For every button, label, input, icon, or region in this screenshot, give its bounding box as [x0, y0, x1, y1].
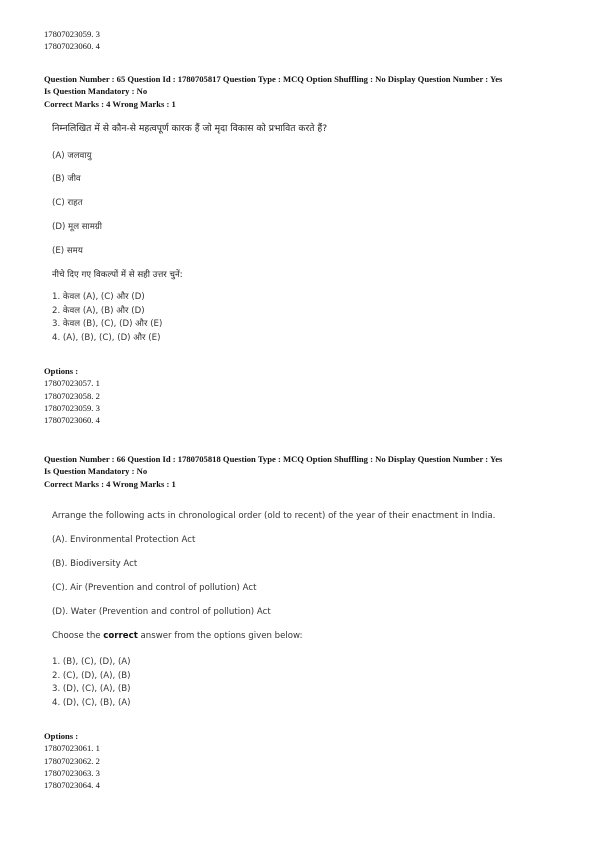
q65-item-b: (B) जीव [52, 174, 81, 184]
q65-options [44, 365, 100, 426]
option-line: 17807023064. 4 [44, 780, 100, 791]
q66-item-b: (B). Biodiversity Act [52, 559, 138, 569]
option-line: 17807023060. 4 [44, 41, 100, 52]
option-line: 17807023059. 3 [44, 402, 100, 413]
q66-instruction [52, 631, 303, 641]
option-line: 17807023060. 4 [44, 415, 100, 426]
option-line: 17807023059. 3 [44, 29, 100, 39]
q66-marks: Correct Marks : 4 Wrong Marks : 1 [44, 478, 176, 489]
previous-options-list [44, 28, 100, 53]
q65-answers [52, 291, 162, 345]
q66-item-c: (C). Air (Prevention and control of pollution) Act [52, 583, 257, 593]
option-line: 17807023063. 3 [44, 767, 100, 778]
q66-header-line2: Is Question Mandatory : No [44, 466, 148, 477]
q65-answer-3: 3. केवल (B), (C), (D) और (E) [52, 319, 163, 329]
q66-instruction-post: answer from the options given below: [137, 631, 303, 641]
q66-options-label: Options : [44, 731, 79, 741]
q66-answer-1: 1. (B), (C), (D), (A) [52, 657, 131, 667]
q66-item-a: (A). Environmental Protection Act [52, 535, 196, 545]
option-line: 17807023057. 1 [44, 378, 100, 389]
q65-header [44, 73, 502, 110]
q65-answer-1: 1. केवल (A), (C) और (D) [52, 292, 145, 302]
q65-item-d: (D) मूल सामग्री [52, 222, 102, 232]
q65-item-c: (C) राहत [52, 198, 83, 208]
q66-header [44, 453, 502, 490]
q66-instruction-bold: correct [103, 631, 138, 641]
option-line: 17807023062. 2 [44, 755, 100, 766]
q65-answer-4: 4. (A), (B), (C), (D) और (E) [52, 332, 161, 343]
option-line: 17807023058. 2 [44, 390, 100, 401]
q66-item-d: (D). Water (Prevention and control of pollution) Act [52, 607, 271, 617]
q66-answer-3: 3. (D), (C), (A), (B) [52, 684, 131, 694]
q65-question: निम्नलिखित में से कौन-से महत्वपूर्ण कारक हैं जो मृदा विकास को प्रभावित करते हैं? [52, 123, 328, 134]
q65-header-line1: Question Number : 65 Question Id : 1780705817 Question Type : MCQ Option Shuffling : No Display Question Number : Yes [44, 74, 503, 84]
q65-item-a: (A) जलवायु [52, 151, 92, 161]
q65-answer-2: 2. केवल (A), (B) और (D) [52, 305, 145, 316]
q65-options-label: Options : [44, 366, 79, 376]
q66-answers [52, 656, 131, 710]
q65-item-e: (E) समय [52, 246, 83, 256]
q65-header-line2: Is Question Mandatory : No [44, 86, 148, 97]
q66-answer-2: 2. (C), (D), (A), (B) [52, 670, 131, 681]
q66-options [44, 730, 100, 791]
q66-header-line1: Question Number : 66 Question Id : 1780705818 Question Type : MCQ Option Shuffling : No Display Question Number : Yes [44, 454, 503, 464]
q66-instruction-pre: Choose the [52, 631, 104, 641]
q65-instruction: नीचे दिए गए विकल्पों में से सही उत्तर चुनें: [52, 270, 183, 280]
option-line: 17807023061. 1 [44, 743, 100, 754]
q65-marks: Correct Marks : 4 Wrong Marks : 1 [44, 98, 176, 109]
q66-question: Arrange the following acts in chronological order (old to recent) of the year of their enactment in India. [52, 511, 496, 521]
q66-answer-4: 4. (D), (C), (B), (A) [52, 697, 131, 708]
